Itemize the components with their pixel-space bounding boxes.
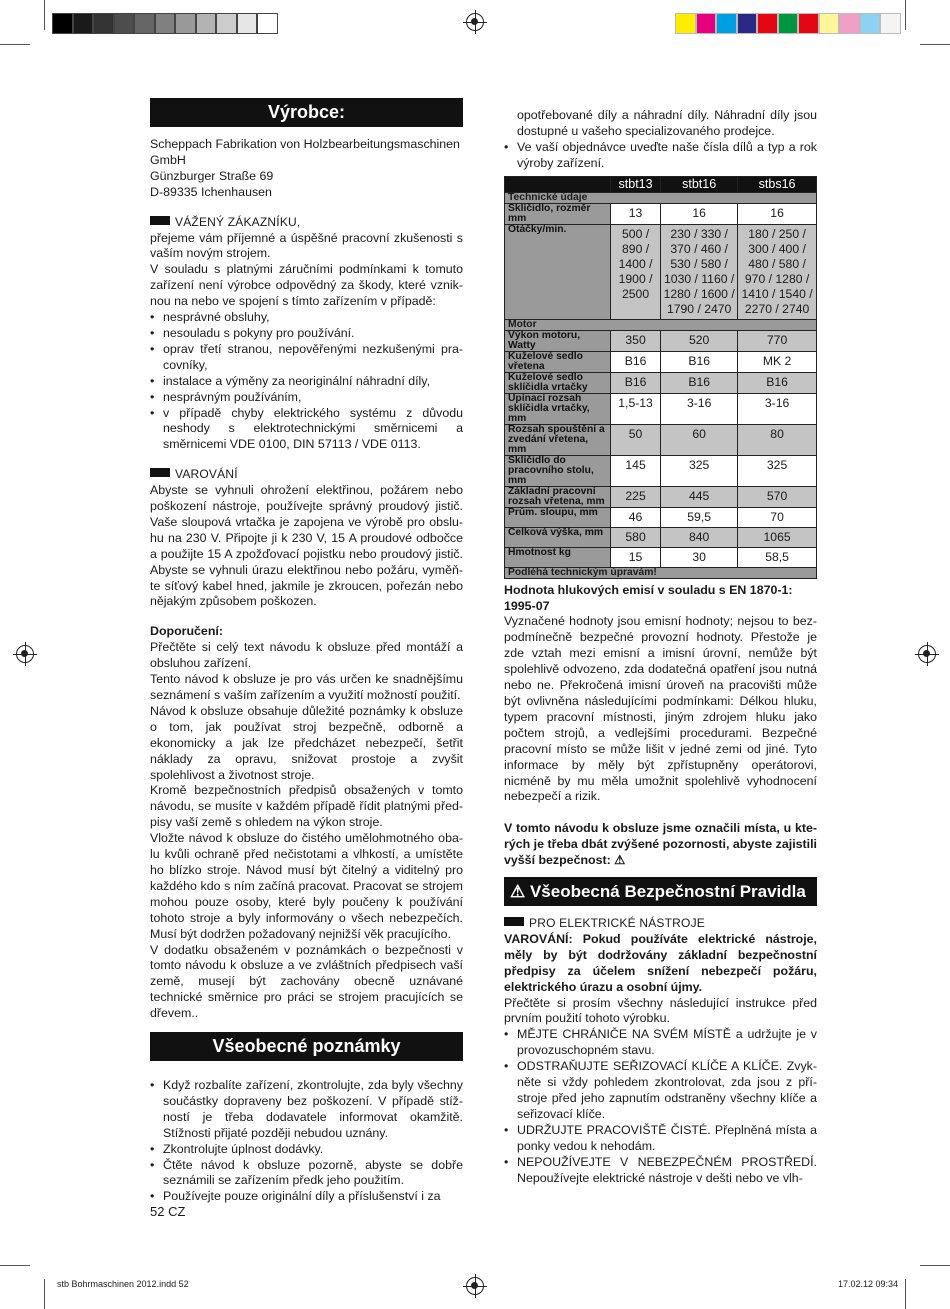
noise-heading: Hodnota hlukových emisí v souladu s EN 1870-1: 1995-07 bbox=[504, 582, 793, 613]
table-cell: 59,5 bbox=[661, 507, 738, 527]
date-slug: 17.02.12 09:34 bbox=[838, 1279, 899, 1289]
recommendation-paragraph: Přečtěte si celý text návodu k obsluze před montáží a obsluhou zařízení. bbox=[150, 640, 463, 671]
crop-mark bbox=[44, 0, 45, 30]
list-item: • nesouladu s pokyny pro používání. bbox=[150, 326, 463, 342]
gray-swatch bbox=[73, 13, 94, 34]
gray-swatch bbox=[114, 13, 135, 34]
liability-list bbox=[150, 310, 463, 453]
table-cell: 445 bbox=[661, 486, 738, 507]
table-cell: 58,5 bbox=[738, 547, 817, 567]
color-swatch bbox=[696, 13, 717, 34]
table-cell: B16 bbox=[738, 372, 817, 393]
row-label: Hmotnost kg bbox=[505, 547, 611, 567]
table-cell: 70 bbox=[738, 507, 817, 527]
list-item: • Zkontrolujte úplnost dodávky. bbox=[150, 1142, 463, 1158]
left-column bbox=[150, 98, 463, 1205]
table-header-cell: stbs16 bbox=[738, 176, 817, 192]
table-section-row bbox=[505, 192, 817, 203]
table-cell: 520 bbox=[661, 330, 738, 351]
list-item: • Ve vaší objednávce uveďte naše čísla dílů a typ a rok výroby zařízení. bbox=[504, 140, 817, 172]
gray-swatch bbox=[93, 13, 114, 34]
gray-swatch bbox=[237, 13, 258, 34]
list-item: • UDRŽUJTE PRACOVIŠTĚ ČISTÉ. Přeplněná místa a ponky vedou k nehodám. bbox=[504, 1123, 817, 1155]
row-label: Otáčky/min. bbox=[505, 224, 611, 319]
liability-intro: V souladu s platnými záručními podmínkami k tomuto zařízení není výrobce odpovědný za škody, které vzniknou na nebo ve spojení s tímto zařízením v případě: bbox=[150, 262, 463, 309]
row-label: Sklíčidlo do pracovního stolu, mm bbox=[505, 455, 611, 486]
list-item: • MĚJTE CHRÁNIČE NA SVÉM MÍSTĚ a udržujte je v provozuschopném stavu. bbox=[504, 1027, 817, 1059]
row-label: Základní pracovní rozsah vřetena, mm bbox=[505, 486, 611, 507]
address-line: Scheppach Fabrikation von Holzbearbeitungsmaschinen GmbH bbox=[150, 137, 460, 167]
table-cell: 350 bbox=[611, 330, 661, 351]
table-cell: 840 bbox=[661, 527, 738, 547]
section-label: Motor bbox=[505, 319, 817, 330]
list-item: • nesprávné obsluhy, bbox=[150, 310, 463, 326]
gray-swatch bbox=[175, 13, 196, 34]
crop-mark bbox=[0, 44, 30, 45]
table-cell: B16 bbox=[611, 372, 661, 393]
heading-marker bbox=[504, 917, 524, 926]
row-label: Celková výška, mm bbox=[505, 527, 611, 547]
table-row bbox=[505, 351, 817, 372]
row-label: Kuželové sedlo vřetena bbox=[505, 351, 611, 372]
table-cell: 580 bbox=[611, 527, 661, 547]
table-cell: 15 bbox=[611, 547, 661, 567]
table-cell: 46 bbox=[611, 507, 661, 527]
address-line: Günzburger Straße 69 bbox=[150, 168, 274, 183]
attention-text: V tomto návodu k obsluze jsme označili místa, u kterých je třeba dbát zvýšené pozornosti, abyste zajistili vyšší bezpečnost: ⚠ bbox=[504, 821, 817, 868]
recommendation-paragraph: Návod k obsluze obsahuje důležité poznámky k obsluze o tom, jak používat stroj bezpečně, odborně a ekonomicky a jak lze předcházet nebezpečí, šetřit náklady za opravu, snižovat prostoje a zvyšit spolehlivost a životnost stroje. bbox=[150, 703, 463, 782]
gray-swatch bbox=[52, 13, 73, 34]
safety-rules-heading: ⚠ Všeobecná Bezpečnostní Pravidla bbox=[504, 877, 817, 906]
table-cell: 16 bbox=[661, 203, 738, 224]
dear-customer-heading: VÁŽENÝ ZÁKAZNÍKU, bbox=[150, 215, 463, 231]
color-calibration-bar bbox=[675, 13, 901, 34]
general-notes-list bbox=[150, 1078, 463, 1205]
color-swatch bbox=[880, 13, 901, 34]
row-label: Kuželové sedlo sklíčidla vrtačky bbox=[505, 372, 611, 393]
table-cell: 325 bbox=[661, 455, 738, 486]
table-cell: B16 bbox=[611, 351, 661, 372]
table-header-row bbox=[505, 176, 817, 192]
heading-marker bbox=[150, 468, 170, 477]
file-slug: stb Bohrmaschinen 2012.indd 52 bbox=[57, 1279, 189, 1289]
row-label: Sklíčidlo, rozměr mm bbox=[505, 203, 611, 224]
color-swatch bbox=[716, 13, 737, 34]
dear-customer-intro: přejeme vám příjemné a úspěšné pracovní zkušenosti s vaším novým strojem. bbox=[150, 230, 463, 261]
recommendation-paragraph: Tento návod k obsluze je pro vás určen ke snadnějšímu seznámení s vaším zařízením a využití možností použití. bbox=[150, 672, 463, 702]
table-cell: 180 / 250 / 300 / 400 / 480 / 580 / 970 / 1280 / 1410 / 1540 / 2270 / 2740 bbox=[738, 224, 817, 319]
table-cell: B16 bbox=[661, 372, 738, 393]
table-row bbox=[505, 486, 817, 507]
recommendation-paragraph: Kromě bezpečnostních předpisů obsažených v tomto návodu, se musíte v každém případě řídit platnými předpisy vaší země s ohledem na výkon stroje. bbox=[150, 783, 463, 830]
noise-text: Vyznačené hodnoty jsou emisní hodnoty; nejsou to bezpodmínečně bezpečné provozní hodnoty. Přestože je zde vztah mezi emisní a imisní úrovní, nemůže být spolehlivě odvozeno, zda dodatečná opatření jsou nutná nebo ne. Překročená imisní úroveň na pracovišti může být ovlivněna následujícími podmínkami: Délkou hluku, typem pracovní místnosti, jiným zdrojem hluku jako počtem strojů, a vedlejšími procedurami. Bezpečné pracovní místo se může lišit v jedné zemi od jiné. Tyto informace by měly být zpřístupněny operátorovi, nicméně by mu měla umožnit spolehlivě vyhodnocení nebezpečí a rizik. bbox=[504, 614, 817, 804]
power-tools-list bbox=[504, 1027, 817, 1186]
crop-mark bbox=[905, 1279, 906, 1309]
table-row bbox=[505, 372, 817, 393]
recommendation-paragraph: V dodatku obsaženém v poznámkách o bezpečnosti v tomto návodu k obsluze a ve zvláštních předpisech vaší země, musejí být zachovány obecně uznávané technické směrnice pro práci se strojem pracujících se dřevem.. bbox=[150, 942, 463, 1021]
heading-marker bbox=[150, 216, 170, 225]
table-cell: MK 2 bbox=[738, 351, 817, 372]
registration-mark-icon bbox=[16, 645, 34, 663]
table-row bbox=[505, 393, 817, 424]
recommendation-heading: Doporučení: bbox=[150, 624, 223, 639]
power-tools-intro: Přečtěte si prosím všechny následující instrukce před prvním použití tohoto výrobku. bbox=[504, 995, 817, 1026]
right-column bbox=[504, 108, 817, 1186]
manufacturer-heading: Výrobce: bbox=[150, 98, 463, 127]
registration-mark-icon bbox=[918, 645, 936, 663]
warning-text: Abyste se vyhnuli ohrožení elektřinou, požárem nebo poškození nástroje, používejte správný proudový jistič. Vaše sloupová vrtačka je zapojena ve výrobě pro obsluhu na 230 V. Připojte ji k 230 V, 15 A proudové odbočce a použijte 15 A zpožďovací pojistku nebo proudový jistič. Abyste se vyhnuli úrazu elektřinou nebo požáru, vyměňte síťový kabel hned, jakmile je zkroucen, pořezán nebo nějakým způsobem poškozen. bbox=[150, 483, 463, 609]
table-cell: 325 bbox=[738, 455, 817, 486]
table-cell: 60 bbox=[661, 424, 738, 455]
table-cell: 30 bbox=[661, 547, 738, 567]
table-cell: 16 bbox=[738, 203, 817, 224]
crop-mark bbox=[0, 1265, 30, 1266]
table-cell: 1065 bbox=[738, 527, 817, 547]
table-cell: 3-16 bbox=[661, 393, 738, 424]
continuation-text: opotřebované díly a náhradní díly. Náhradní díly jsou dostupné u vašeho specializovaného prodejce. bbox=[517, 108, 817, 138]
color-swatch bbox=[757, 13, 778, 34]
crop-mark bbox=[920, 1265, 950, 1266]
table-row bbox=[505, 224, 817, 319]
list-item: • ODSTRAŇUJTE SEŘIZOVACÍ KLÍČE A KLÍČE. Zvykněte si vždy pohledem zkontrolovat, zda jsou z přístroje před jeho zapnutím odstraněny všechny klíče a seřizovací klíče. bbox=[504, 1059, 817, 1123]
list-item: • Když rozbalíte zařízení, zkontrolujte, zda byly všechny součástky dopraveny bez poškození. V případě stížností je třeba dodavatele informovat okamžitě. Stížnosti přijaté později nebudou uznány. bbox=[150, 1078, 463, 1142]
list-item: • NEPOUŽÍVEJTE V NEBEZPEČNÉM PROSTŘEDÍ. Nepoužívejte elektrické nástroje v dešti nebo ve vlh- bbox=[504, 1155, 817, 1187]
table-cell: 145 bbox=[611, 455, 661, 486]
table-header-cell: stbt16 bbox=[661, 176, 738, 192]
table-header-cell bbox=[505, 176, 611, 192]
table-row bbox=[505, 424, 817, 455]
gray-swatch bbox=[257, 13, 278, 34]
technical-data-table bbox=[504, 176, 817, 579]
table-row bbox=[505, 455, 817, 486]
color-swatch bbox=[819, 13, 840, 34]
manufacturer-address bbox=[150, 137, 463, 201]
warning-heading: VAROVÁNÍ bbox=[150, 467, 463, 483]
row-label: Výkon motoru, Watty bbox=[505, 330, 611, 351]
order-list bbox=[504, 140, 817, 172]
registration-mark-icon bbox=[466, 13, 484, 31]
color-swatch bbox=[675, 13, 696, 34]
crop-mark bbox=[44, 1279, 45, 1309]
list-item: • Čtěte návod k obsluze pozorně, abyste se dobře seznámili se zařízením předk jeho použitím. bbox=[150, 1158, 463, 1190]
table-footnote: Podléhá technickým úpravám! bbox=[505, 567, 817, 578]
color-swatch bbox=[860, 13, 881, 34]
section-label: Technické údaje bbox=[505, 192, 817, 203]
recommendation-paragraph: Vložte návod k obsluze do čistého umělohmotného obalu kvůli ochraně před nečistotami a vlhkostí, a umístěte ho blízko stroje. Návod musí být čitelný a viditelný pro každého kdo s ním začíná pracovat. Pracovat se strojem mohou pouze osoby, které byly poučeny k používání tohoto stroje a byly informovány o všech nebezpečích. Musí být dodržen požadovaný nejnižší věk pracujícího. bbox=[150, 831, 463, 941]
table-row bbox=[505, 507, 817, 527]
row-label: Rozsah spouštění a zvedání vřetena, mm bbox=[505, 424, 611, 455]
power-tools-warning: VAROVÁNÍ: Pokud používáte elektrické nástroje, měly by být dodržovány základní bezpečnostní předpisy za účelem snížení nebezpečí požáru, elektrického úrazu a osobní újmy. bbox=[504, 931, 817, 994]
table-cell: 570 bbox=[738, 486, 817, 507]
color-swatch bbox=[737, 13, 758, 34]
list-item: • nesprávným používáním, bbox=[150, 390, 463, 406]
table-cell: 50 bbox=[611, 424, 661, 455]
address-line: D-89335 Ichenhausen bbox=[150, 184, 272, 199]
row-label: Upínací rozsah sklíčidla vrtačky, mm bbox=[505, 393, 611, 424]
list-item: • Používejte pouze originální díly a příslušenství i za bbox=[150, 1189, 463, 1205]
gray-swatch bbox=[134, 13, 155, 34]
crop-mark bbox=[905, 0, 906, 30]
color-swatch bbox=[798, 13, 819, 34]
color-swatch bbox=[839, 13, 860, 34]
table-row bbox=[505, 330, 817, 351]
power-tools-heading: PRO ELEKTRICKÉ NÁSTROJE bbox=[504, 916, 817, 932]
table-cell: 3-16 bbox=[738, 393, 817, 424]
table-cell: 500 / 890 / 1400 / 1900 / 2500 bbox=[611, 224, 661, 319]
registration-mark-icon bbox=[466, 1277, 484, 1295]
table-cell: 80 bbox=[738, 424, 817, 455]
table-section-row bbox=[505, 319, 817, 330]
table-cell: B16 bbox=[661, 351, 738, 372]
row-label: Prům. sloupu, mm bbox=[505, 507, 611, 527]
gray-swatch bbox=[216, 13, 237, 34]
table-cell: 230 / 330 / 370 / 460 / 530 / 580 / 1030 / 1160 / 1280 / 1600 / 1790 / 2470 bbox=[661, 224, 738, 319]
list-item: • v případě chyby elektrického systému z důvodu neshody s elektrotechnickými směrnicemi a směrnicemi VDE 0100, DIN 57113 / VDE 0113. bbox=[150, 406, 463, 454]
general-notes-heading: Všeobecné poznámky bbox=[150, 1032, 463, 1061]
table-cell: 1,5-13 bbox=[611, 393, 661, 424]
table-row bbox=[505, 547, 817, 567]
table-footnote-row bbox=[505, 567, 817, 578]
page-number: 52 CZ bbox=[150, 1204, 186, 1219]
color-swatch bbox=[778, 13, 799, 34]
table-cell: 770 bbox=[738, 330, 817, 351]
table-row bbox=[505, 527, 817, 547]
table-cell: 13 bbox=[611, 203, 661, 224]
gray-swatch bbox=[196, 13, 217, 34]
grayscale-calibration-bar bbox=[52, 13, 278, 34]
crop-mark bbox=[920, 44, 950, 45]
list-item: • instalace a výměny za neoriginální náhradní díly, bbox=[150, 374, 463, 390]
table-row bbox=[505, 203, 817, 224]
list-item: • oprav třetí stranou, nepověřenými nezkušenými pracovníky, bbox=[150, 342, 463, 374]
table-header-cell: stbt13 bbox=[611, 176, 661, 192]
gray-swatch bbox=[155, 13, 176, 34]
table-cell: 225 bbox=[611, 486, 661, 507]
